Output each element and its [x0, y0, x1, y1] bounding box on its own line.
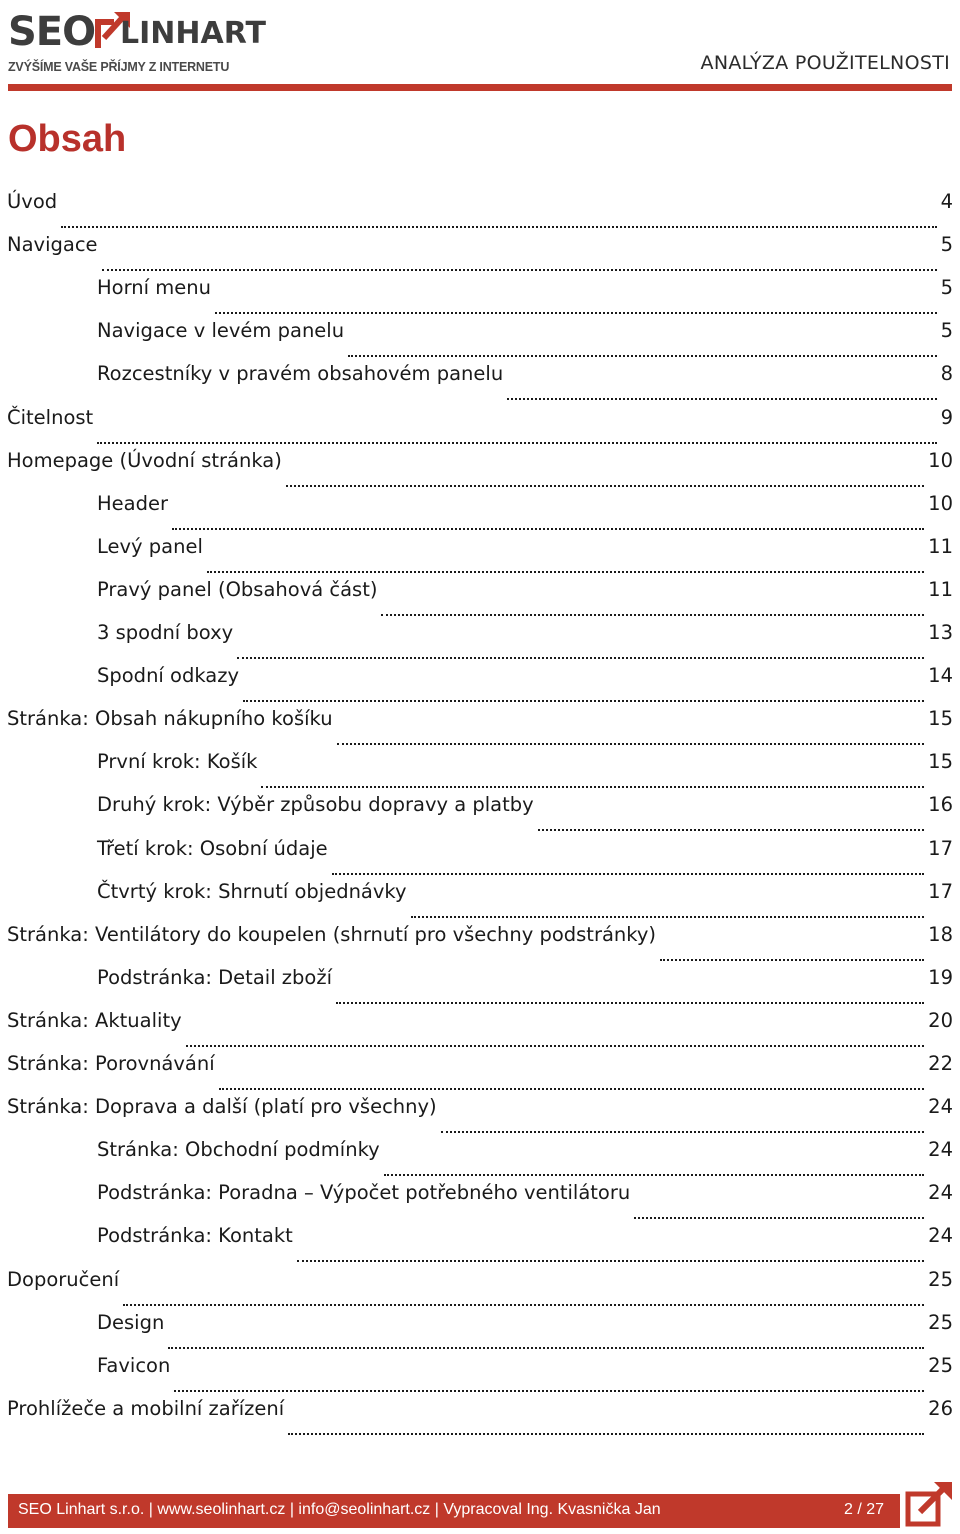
toc-dot-leader — [288, 1433, 924, 1435]
toc-entry[interactable] — [97, 880, 953, 923]
toc-entry-title: Podstránka: Kontakt — [97, 1224, 293, 1248]
toc-entry[interactable] — [97, 1224, 953, 1267]
toc-dot-leader — [168, 1347, 924, 1349]
toc-entry-title: Stránka: Porovnávání — [7, 1052, 215, 1075]
document-title: ANALÝZA POUŽITELNOSTI — [700, 52, 950, 74]
logo-wordmark-seo: SEO — [8, 9, 96, 55]
toc-dot-leader — [243, 700, 924, 702]
toc-entry-title: Stránka: Obsah nákupního košíku — [7, 707, 333, 731]
toc-entry-title: Header — [97, 491, 169, 515]
toc-entry[interactable] — [7, 707, 953, 750]
toc-entry-title: Podstránka: Detail zboží — [97, 965, 333, 989]
toc-entry[interactable] — [97, 319, 953, 362]
toc-dot-leader — [411, 916, 925, 918]
toc-entry[interactable] — [97, 621, 953, 664]
toc-entry[interactable] — [97, 664, 953, 707]
toc-entry-page: 5 — [940, 319, 953, 343]
toc-entry[interactable] — [7, 190, 953, 233]
toc-dot-leader — [97, 442, 936, 444]
toc-dot-leader — [207, 571, 924, 573]
toc-entry[interactable] — [7, 449, 953, 492]
toc-dot-leader — [261, 786, 924, 788]
toc-entry-title: Stránka: Aktuality — [7, 1008, 182, 1032]
toc-entry[interactable] — [97, 492, 953, 535]
toc-entry-title: Levý panel — [97, 534, 203, 558]
toc-entry-page: 25 — [928, 1267, 953, 1291]
toc-entry-title: Homepage (Úvodní stránka) — [7, 448, 282, 472]
toc-entry-page: 24 — [928, 1095, 953, 1119]
toc-entry-title: Stránka: Ventilátory do koupelen (shrnutí pro všechny podstránky) — [7, 922, 657, 946]
page-header — [0, 0, 960, 92]
footer-contact-line: SEO Linhart s.r.o. | www.seolinhart.cz | info@seolinhart.cz | Vypracoval Ing. Kvasnička Jan — [18, 1501, 661, 1518]
toc-entry-title: Doporučení — [7, 1267, 120, 1291]
toc-entry-title: 3 spodní boxy — [97, 621, 234, 644]
toc-entry-title: Čitelnost — [7, 405, 94, 429]
toc-entry-title: Navigace v levém panelu — [97, 319, 345, 343]
toc-entry-page: 4 — [940, 190, 953, 213]
toc-dot-leader — [215, 312, 937, 314]
toc-entry[interactable] — [97, 1311, 953, 1354]
toc-entry[interactable] — [97, 1138, 953, 1181]
toc-entry-title: Design — [97, 1310, 165, 1334]
toc-entry[interactable] — [97, 793, 953, 836]
page-footer — [8, 1494, 900, 1528]
toc-entry-page: 25 — [928, 1353, 953, 1377]
toc-entry[interactable] — [7, 406, 953, 449]
toc-entry-title: Spodní odkazy — [97, 664, 240, 688]
edit-arrow-icon — [904, 1480, 954, 1530]
toc-entry-page: 13 — [928, 621, 953, 644]
toc-dot-leader — [172, 528, 924, 530]
toc-entry-title: Druhý krok: Výběr způsobu dopravy a platby — [97, 793, 534, 817]
toc-entry-page: 5 — [940, 276, 953, 300]
toc-entry[interactable] — [97, 1181, 953, 1224]
seo-linhart-logo — [8, 8, 288, 78]
toc-entry[interactable] — [7, 1095, 953, 1138]
toc-entry-page: 9 — [940, 405, 953, 429]
toc-entry-title: Rozcestníky v pravém obsahovém panelu — [97, 362, 504, 386]
toc-entry-page: 26 — [928, 1396, 953, 1420]
toc-entry-title: Podstránka: Poradna – Výpočet potřebného ventilátoru — [97, 1181, 631, 1205]
toc-entry[interactable] — [7, 1052, 953, 1095]
toc-entry-page: 20 — [928, 1008, 953, 1032]
toc-entry-title: Úvod — [7, 190, 58, 213]
toc-entry-page: 5 — [940, 233, 953, 257]
logo-tagline: ZVÝŠÍME VAŠE PŘÍJMY Z INTERNETU — [8, 60, 230, 74]
toc-entry-title: První krok: Košík — [97, 750, 258, 774]
toc-entry[interactable] — [97, 966, 953, 1009]
toc-entry[interactable] — [7, 1009, 953, 1052]
toc-dot-leader — [660, 959, 924, 961]
toc-dot-leader — [123, 1304, 924, 1306]
toc-entry-page: 17 — [928, 836, 953, 860]
toc-entry-page: 15 — [928, 707, 953, 731]
toc-entry-title: Prohlížeče a mobilní zařízení — [7, 1396, 285, 1420]
toc-entry-page: 15 — [928, 750, 953, 774]
toc-dot-leader — [634, 1217, 924, 1219]
toc-entry-title: Čtvrtý krok: Shrnutí objednávky — [97, 879, 407, 903]
toc-dot-leader — [286, 485, 924, 487]
toc-entry-page: 11 — [928, 577, 953, 601]
toc-dot-leader — [381, 614, 924, 616]
toc-dot-leader — [102, 269, 937, 271]
toc-dot-leader — [186, 1045, 925, 1047]
toc-entry-page: 25 — [928, 1310, 953, 1334]
toc-entry-title: Horní menu — [97, 276, 211, 300]
toc-entry-page: 11 — [928, 534, 953, 558]
toc-entry[interactable] — [7, 233, 953, 276]
toc-entry-page: 19 — [928, 965, 953, 989]
toc-entry-page: 16 — [928, 793, 953, 817]
toc-entry[interactable] — [7, 1397, 953, 1440]
toc-heading: Obsah — [8, 118, 127, 160]
toc-dot-leader — [336, 1002, 924, 1004]
toc-dot-leader — [297, 1260, 924, 1262]
toc-entry-title: Pravý panel (Obsahová část) — [97, 577, 378, 601]
toc-entry[interactable] — [97, 535, 953, 578]
toc-entry-page: 17 — [928, 879, 953, 903]
toc-dot-leader — [332, 873, 925, 875]
toc-entry-page: 8 — [940, 362, 953, 386]
toc-dot-leader — [219, 1088, 925, 1090]
toc-entry-title: Favicon — [97, 1353, 171, 1377]
toc-dot-leader — [384, 1174, 924, 1176]
toc-dot-leader — [237, 657, 924, 659]
toc-entry-page: 24 — [928, 1138, 953, 1162]
toc-entry[interactable] — [7, 923, 953, 966]
toc-entry-page: 10 — [928, 491, 953, 515]
header-divider — [8, 84, 952, 91]
toc-dot-leader — [337, 743, 925, 745]
toc-dot-leader — [61, 226, 936, 228]
toc-entry-page: 24 — [928, 1224, 953, 1248]
toc-entry-page: 22 — [928, 1052, 953, 1075]
toc-dot-leader — [441, 1131, 925, 1133]
toc-entry[interactable] — [97, 837, 953, 880]
toc-entry-title: Navigace — [7, 233, 98, 257]
toc-entry[interactable] — [97, 1354, 953, 1397]
toc-dot-leader — [348, 355, 936, 357]
toc-entry-page: 18 — [928, 922, 953, 946]
toc-dot-leader — [507, 398, 936, 400]
toc-entry[interactable] — [7, 1268, 953, 1311]
toc-entry-title: Stránka: Obchodní podmínky — [97, 1138, 380, 1162]
toc-entry-title: Třetí krok: Osobní údaje — [97, 836, 328, 860]
toc-entry-page: 14 — [928, 664, 953, 688]
toc-entry[interactable] — [97, 578, 953, 621]
toc-entry[interactable] — [97, 750, 953, 793]
toc-entry-title: Stránka: Doprava a další (platí pro všechny) — [7, 1095, 437, 1119]
toc-entry[interactable] — [97, 276, 953, 319]
toc-dot-leader — [174, 1390, 924, 1392]
footer-page-number: 2 / 27 — [843, 1501, 884, 1518]
toc-entry[interactable] — [97, 362, 953, 405]
logo-wordmark-linhart: LINHART — [120, 16, 266, 51]
toc-entry-page: 24 — [928, 1181, 953, 1205]
toc-entry-page: 10 — [928, 448, 953, 472]
toc-dot-leader — [538, 829, 924, 831]
